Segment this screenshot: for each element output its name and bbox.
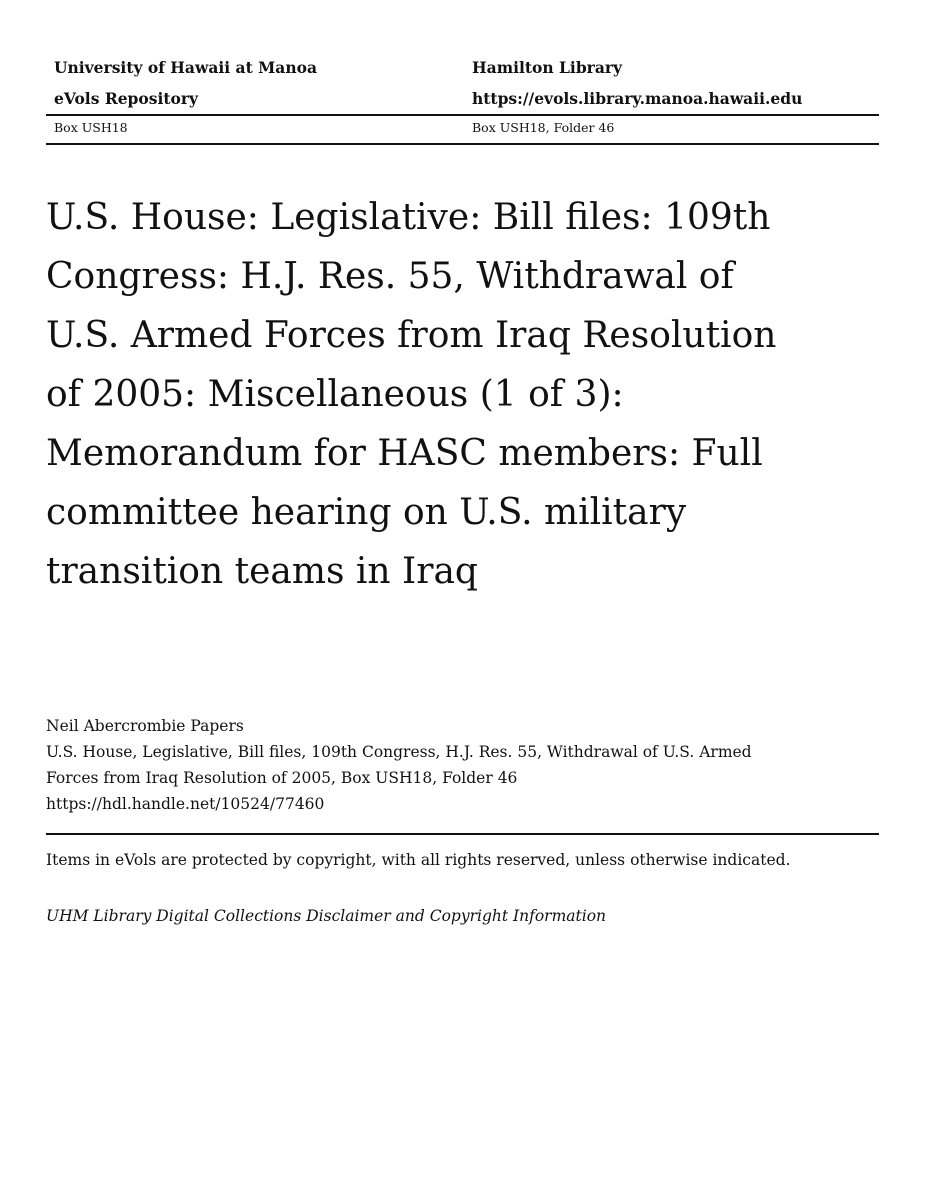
header-row-top xyxy=(46,52,879,83)
collection-name: Neil Abercrombie Papers xyxy=(46,717,244,735)
repository-url[interactable]: https://evols.library.manoa.hawaii.edu xyxy=(472,89,803,108)
handle-link[interactable]: https://hdl.handle.net/10524/77460 xyxy=(46,795,325,813)
document-title: U.S. House: Legislative: Bill files: 109th Congress: H.J. Res. 55, Withdrawal of U.S. Armed Forces from Iraq Resolution of 2005: Miscellaneous (1 of 3): Memorandum for HASC members: Full committee hearing on U.S. military transition teams in Iraq xyxy=(46,197,777,592)
library-name: Hamilton Library xyxy=(472,58,623,77)
footer-divider xyxy=(46,833,879,835)
box-label: Box USH18 xyxy=(54,120,128,135)
copyright-notice: Items in eVols are protected by copyright, with all rights reserved, unless otherwise indicated. xyxy=(46,851,791,869)
repository-name: eVols Repository xyxy=(54,89,199,108)
header-divider-bottom xyxy=(46,143,879,145)
box-row xyxy=(46,116,879,143)
document-metadata xyxy=(46,713,806,817)
folder-label: Box USH18, Folder 46 xyxy=(472,120,615,135)
document-header xyxy=(46,52,879,145)
disclaimer-link[interactable]: UHM Library Digital Collections Disclaimer and Copyright Information xyxy=(46,907,607,925)
citation-text: U.S. House, Legislative, Bill files, 109th Congress, H.J. Res. 55, Withdrawal of U.S. Armed Forces from Iraq Resolution of 2005, Box USH18, Folder 46 xyxy=(46,743,752,787)
institution-name: University of Hawaii at Manoa xyxy=(54,58,317,77)
header-row-second xyxy=(46,83,879,114)
